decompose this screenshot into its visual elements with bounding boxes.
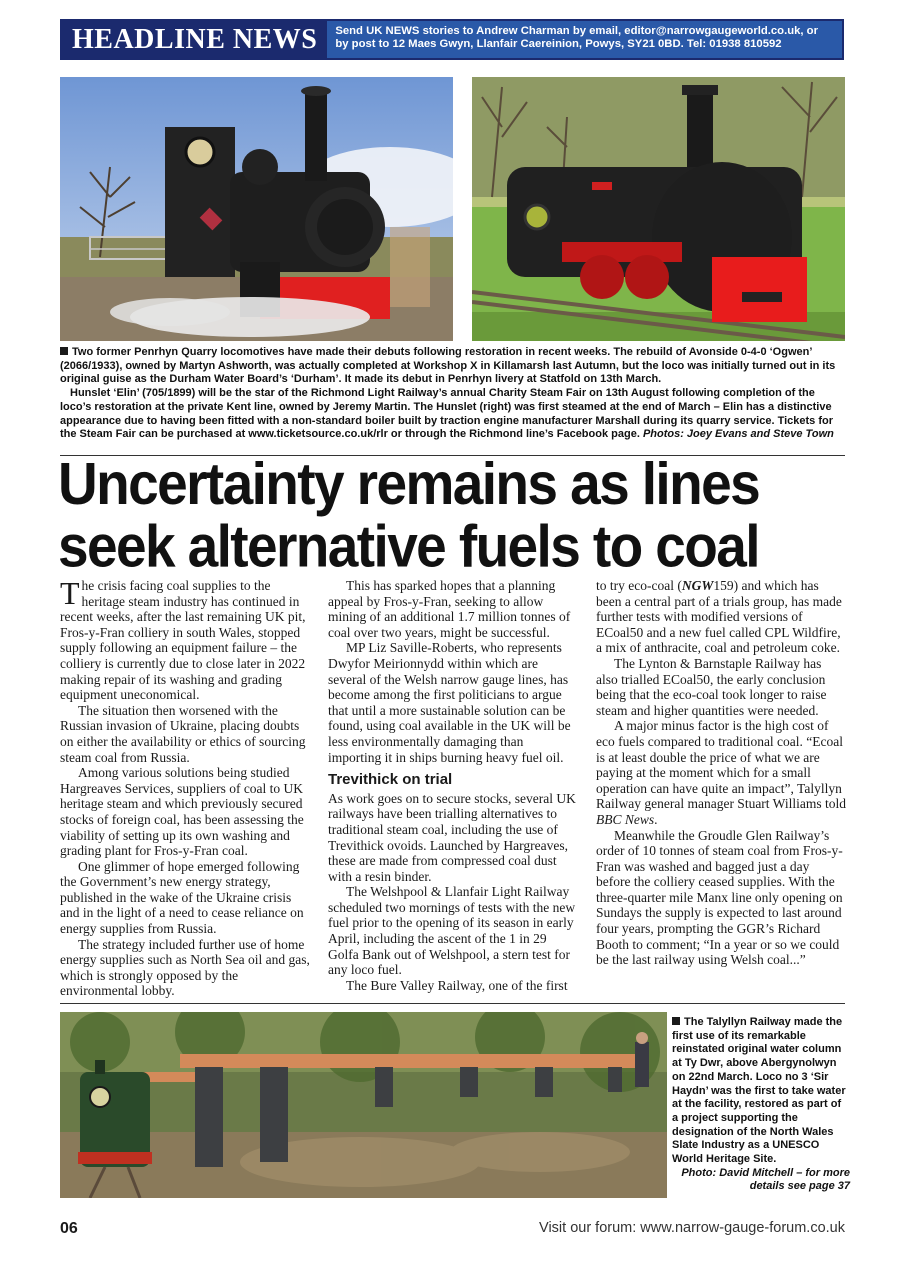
forum-link[interactable]: Visit our forum: www.narrow-gauge-forum.co.uk — [539, 1220, 845, 1236]
magazine-reference: NGW — [681, 578, 714, 593]
photo-talyllyn-water-column — [60, 1012, 667, 1198]
text-run: A major minus factor is the high cost of eco fuels compared to traditional coal. “Ecoal is at least double the price of what we are paying at the moment which for a small operation can have quite an impact”, Talyllyn Railway general manager Stuart Williams told — [596, 718, 847, 812]
article-headline: Uncertainty remains as lines seek alternative fuels to coal — [58, 449, 760, 580]
photo-ogwen-locomotive — [60, 77, 453, 341]
caption-paragraph-2: Hunslet ‘Elin’ (705/1899) will be the star of the Richmond Light Railway’s annual Charity Steam Fair on 13th August following completion of the loco’s restoration at the private Kent line, owned by Jeremy Martin. The Hunslet (right) was first steamed at the end of March – Elin has a distinctive appearance due to having been fitted with a non-standard boiler built by traction engine manufacturer Marshall during its quarry service. Tickets for the Steam Fair can be purchased at www.ticketsource.co.uk/rlr or through the Richmond line’s Facebook page. — [60, 387, 834, 441]
article-paragraph: The Bure Valley Railway, one of the first — [346, 977, 568, 993]
article-paragraph: Among various solutions being studied Hargreaves Services, suppliers of coal to UK heritage steam and which previously secured stocks of foreign coal, has been assessing the viability of setting up its own washing and grading plant for Fros-y-Fran coal. — [60, 765, 304, 859]
article-column-2 — [328, 578, 578, 993]
photo-credit: Photo: David Mitchell – for more details see page 37 — [681, 1166, 850, 1193]
article-paragraph: This has sparked hopes that a planning appeal by Fros-y-Fran, seeking to allow mining of an additional 1.7 million tonnes of coal over two years, might be successful. — [328, 578, 571, 640]
caption-bullet-icon — [672, 1017, 680, 1025]
article-column-3 — [596, 578, 846, 968]
article-paragraph: One glimmer of hope emerged following the Government’s new energy strategy, published in the wake of the Ukraine crisis and in the light of a need to cease reliance on energy supplies from Russia. — [60, 858, 304, 937]
article-paragraph: Meanwhile the Groudle Glen Railway’s order of 10 tonnes of steam coal from Fros-y-Fran was washed and bagged just a day before the colliery ceased supplies. With the three-quarter mile Manx line only opening on Sundays the supply is expected to last around four years, prompting the GGR’s Richard Booth to comment; “In a year or so we could be the last railway using Welsh coal...” — [596, 827, 843, 968]
photo-caption-top — [60, 346, 848, 442]
caption-paragraph-1: Two former Penrhyn Quarry locomotives have made their debuts following restoration in recent weeks. The rebuild of Avonside 0-4-0 ‘Ogwen’ (2066/1933), owned by Martyn Ashworth, was actually completed at Workshop X in Killamarsh last Autumn, but the loco was initially turned out in its original guise as the Durham Water Board’s ‘Durham’. It made its debut in Penrhyn livery at Statfold on 13th March. — [60, 346, 836, 386]
article-paragraph: As work goes on to secure stocks, several UK railways have been trialling alternatives to traditional steam coal, including the use of Trevithick ovoids. Launched by Hargreaves, these are made from compressed coal dust with a resin binder. — [328, 790, 576, 884]
caption-bullet-icon — [60, 347, 68, 355]
section-title: HEADLINE NEWS — [62, 21, 327, 58]
article-column-1 — [60, 575, 310, 999]
headline-news-banner — [60, 19, 844, 60]
photo-caption-bottom — [672, 1016, 850, 1194]
text-run: 159) and which has been a central part of a trials group, has made further tests with modified versions of ECoal50 and a new fuel called CPL Wildfire, a mix of anthracite, coal and petroleum coke. — [596, 578, 842, 656]
article-paragraph: The situation then worsened with the Russian invasion of Ukraine, placing doubts on either the availability or ethics of sourcing steam coal from Russia. — [60, 702, 306, 765]
photo-elin-locomotive — [472, 77, 845, 341]
contact-info: Send UK NEWS stories to Andrew Charman by email, editor@narrowgaugeworld.co.uk, or by post to 12 Maes Gwyn, Llanfair Caereinion, Powys, SY21 0BD. Tel: 01938 810592 — [327, 21, 842, 58]
text-run: to try eco-coal ( — [596, 578, 682, 593]
page-number: 06 — [60, 1220, 78, 1237]
article-paragraph: he crisis facing coal supplies to the heritage steam industry has continued in recent weeks, after the last remaining UK pit, Fros-y-Fran colliery in south Wales, stopped supply following an equipment failure – the colliery is currently due to close later in 2022 making repair of its washing and grading equipment uneconomical. — [60, 578, 306, 703]
source-name: BBC News — [596, 811, 655, 827]
drop-cap: T — [60, 575, 80, 611]
article-paragraph: The Lynton & Barnstaple Railway has also trialled ECoal50, the early conclusion being that the eco-coal took longer to raise steam and higher quantities were needed. — [596, 655, 827, 718]
photo-credit: Photos: Joey Evans and Steve Town — [642, 428, 834, 441]
text-run: . — [654, 811, 658, 827]
article-paragraph: The strategy included further use of home energy supplies such as North Sea oil and gas, which is strongly opposed by the environmental lobby. — [60, 936, 310, 999]
divider — [60, 1003, 845, 1004]
article-paragraph: The Welshpool & Llanfair Light Railway scheduled two mornings of tests with the new fuel prior to the opening of its season in early April, including the ascent of the 1 in 29 Golfa Bank out of Welshpool, a stern test for any loco fuel. — [328, 884, 576, 978]
article-paragraph: MP Liz Saville-Roberts, who represents Dwyfor Meirionnydd within which are several of the Welsh narrow gauge lines, has become among the first politicians to argue that until a more sustainable solution can be found, using coal available in the UK will be less environmentally damaging than importing it in ships burning heavy fuel oil. — [328, 640, 571, 765]
article-subhead: Trevithick on trial — [328, 771, 453, 789]
caption-text: The Talyllyn Railway made the first use of its remarkable reinstated original water column at Ty Dwr, above Abergynolwyn on 22nd March. Loco no 3 ‘Sir Haydn’ was the first to take water at the facility, restored as part of a project supporting the designation of the North Wales Slate Industry as a UNESCO World Heritage Site. — [672, 1016, 846, 1166]
